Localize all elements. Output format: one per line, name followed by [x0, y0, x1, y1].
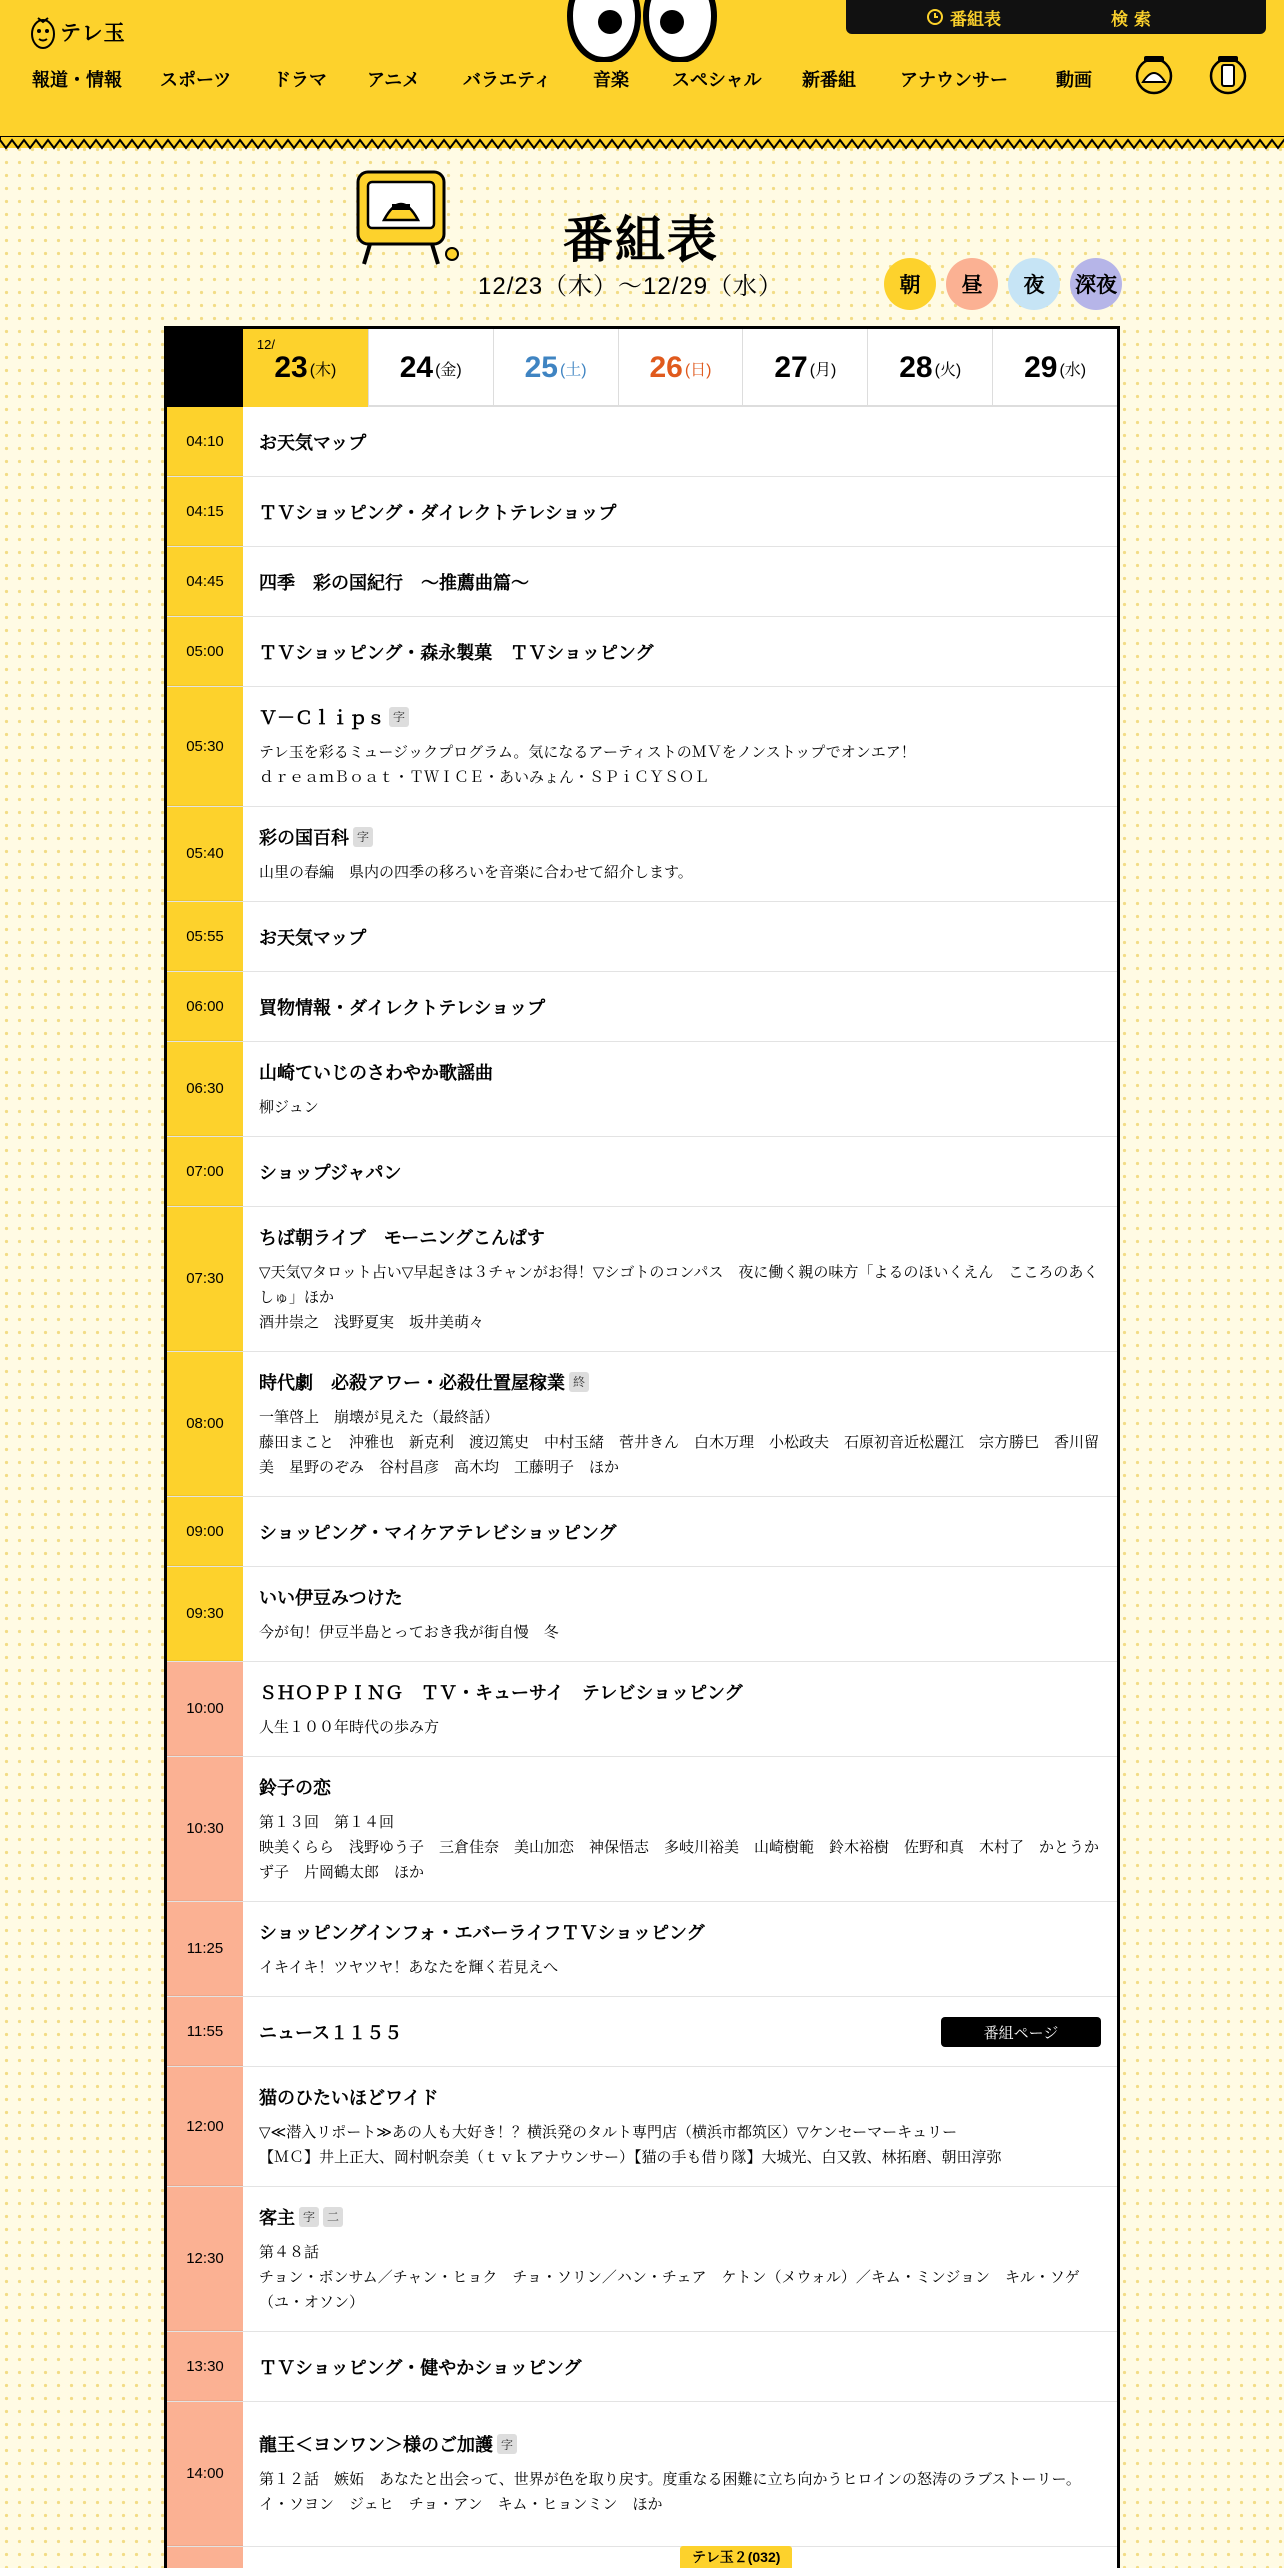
- description-line: テレ玉を彩るミュージックプログラム。気になるアーティストのＭＶをノンストップでオンエア！: [259, 743, 916, 761]
- program-time: 05:30: [167, 687, 243, 806]
- header-zigzag-edge: [0, 136, 1284, 150]
- program-description: [259, 2240, 1101, 2315]
- program-badge: 字: [389, 707, 409, 727]
- program-description: [259, 860, 1101, 885]
- program-time: 11:25: [167, 1902, 243, 1996]
- program-title-text: 猫のひたいほどワイド: [259, 2087, 439, 2108]
- program-row[interactable]: [167, 2067, 1117, 2187]
- day-tab-29[interactable]: [992, 329, 1117, 407]
- program-time: 05:55: [167, 902, 243, 971]
- program-info: [243, 407, 1117, 476]
- tod-morning-button[interactable]: 朝: [884, 258, 936, 310]
- day-number: 25: [524, 351, 558, 384]
- program-description: [259, 1955, 1101, 1980]
- day-tabs: [167, 329, 1117, 407]
- day-weekday: (土): [559, 361, 587, 379]
- day-weekday: (水): [1059, 361, 1087, 379]
- program-title-text: ＳＨＯＰＰＩＮＧ ＴＶ・キューサイ テレビショッピング: [259, 1682, 743, 1703]
- program-time: 04:45: [167, 547, 243, 616]
- program-title-text: ニュース１１５５: [259, 2022, 403, 2043]
- day-month: 12/: [256, 337, 275, 352]
- program-row[interactable]: [167, 1662, 1117, 1757]
- day-tab-26[interactable]: [618, 329, 743, 407]
- program-time: 06:30: [167, 1042, 243, 1136]
- program-time: 06:00: [167, 972, 243, 1041]
- program-info: [243, 1497, 1117, 1566]
- program-time: 12:00: [167, 2067, 243, 2186]
- program-info: [243, 2332, 1117, 2401]
- program-title-text: ＴＶショッピング・健やかショッピング: [259, 2357, 582, 2378]
- program-time: 10:30: [167, 1757, 243, 1901]
- program-description: [259, 1715, 1101, 1740]
- tod-late-night-button[interactable]: 深夜: [1070, 258, 1122, 310]
- program-title[interactable]: [259, 1679, 1101, 1705]
- program-row[interactable]: [167, 1497, 1117, 1567]
- day-weekday: (火): [934, 361, 962, 379]
- tv-mascot-icon: [352, 168, 460, 268]
- nav-drama[interactable]: ドラマ: [273, 70, 327, 90]
- description-line: ▽≪潜入リポート≫あの人も大好き！？横浜発のタルト専門店（横浜市都筑区）▽ケンセーマーキュリー: [259, 2123, 958, 2141]
- program-row[interactable]: [167, 687, 1117, 807]
- program-badge: 字: [353, 827, 373, 847]
- program-info: [243, 1567, 1117, 1661]
- program-description: [259, 1810, 1101, 1885]
- program-info: [243, 1662, 1117, 1756]
- program-info: [243, 1352, 1117, 1496]
- nav-news[interactable]: 報道・情報: [32, 70, 122, 90]
- corner-cell: [167, 329, 243, 407]
- program-title-text: 買物情報・ダイレクトテレショップ: [259, 997, 546, 1018]
- program-time: 07:00: [167, 1137, 243, 1206]
- program-row[interactable]: [167, 807, 1117, 902]
- tv-dome-icon[interactable]: [1134, 52, 1174, 96]
- program-info: [243, 547, 1117, 616]
- program-title-text: 山崎ていじのさわやか歌謡曲: [259, 1062, 493, 1083]
- program-row[interactable]: [167, 1137, 1117, 1207]
- program-title[interactable]: [259, 1519, 1101, 1545]
- nav-sports[interactable]: スポーツ: [160, 70, 232, 90]
- program-info: [243, 972, 1117, 1041]
- program-title[interactable]: [259, 1159, 1101, 1185]
- day-number: 23: [274, 351, 308, 384]
- program-row[interactable]: [167, 407, 1117, 477]
- program-title[interactable]: [259, 824, 1101, 850]
- eyes-icon: [566, 0, 718, 62]
- program-title-text: ショップジャパン: [259, 1162, 402, 1183]
- program-title-text: ＴＶショッピング・ダイレクトテレショップ: [259, 502, 617, 523]
- schedule-link-label: 番組表: [950, 9, 1001, 29]
- logo-text: テレ玉: [60, 22, 126, 45]
- program-row[interactable]: [167, 902, 1117, 972]
- program-row[interactable]: [167, 1757, 1117, 1902]
- nav-new-programs[interactable]: 新番組: [802, 70, 856, 90]
- program-info: [243, 617, 1117, 686]
- program-time: 04:10: [167, 407, 243, 476]
- tod-night-button[interactable]: 夜: [1008, 258, 1060, 310]
- day-number: 29: [1024, 351, 1058, 384]
- site-header: [0, 0, 1284, 148]
- program-title-text: ショッピングインフォ・エバーライフＴＶショッピング: [259, 1922, 705, 1943]
- program-title-text: Ｖ－Ｃｌｉｐｓ: [259, 707, 385, 728]
- nav-special[interactable]: スペシャル: [672, 70, 762, 90]
- description-line: 第１３回 第１４回: [259, 1813, 395, 1831]
- program-info: [243, 902, 1117, 971]
- description-line: 【ＭＣ】井上正大、岡村帆奈美（ｔｖｋアナウンサー）【猫の手も借り隊】大城光、白又敦、林拓磨、朝田淳弥: [259, 2148, 1002, 2166]
- program-title-text: 客主: [259, 2207, 295, 2228]
- program-title[interactable]: [259, 2431, 1101, 2457]
- description-line: 今が旬！伊豆半島とっておき我が街自慢 冬: [259, 1623, 559, 1641]
- program-time: 11:55: [167, 1997, 243, 2066]
- program-time: 09:00: [167, 1497, 243, 1566]
- program-time: 09:30: [167, 1567, 243, 1661]
- program-time: 14:00: [167, 2402, 243, 2546]
- site-logo[interactable]: [30, 14, 126, 50]
- nav-music[interactable]: 音楽: [593, 70, 629, 90]
- program-row[interactable]: [167, 1352, 1117, 1497]
- description-line: イキイキ！ツヤツヤ！あなたを輝く若見えへ: [259, 1958, 559, 1976]
- program-title[interactable]: [259, 994, 1101, 1020]
- day-number: 27: [774, 351, 808, 384]
- program-row[interactable]: [167, 1902, 1117, 1997]
- program-row[interactable]: [167, 2402, 1117, 2547]
- program-title-text: お天気マップ: [259, 432, 367, 453]
- program-info: [243, 1902, 1117, 1996]
- program-description: [259, 1095, 1101, 1120]
- program-time: 05:40: [167, 807, 243, 901]
- program-info: [243, 1042, 1117, 1136]
- program-description: [259, 1620, 1101, 1645]
- program-title[interactable]: [259, 1584, 1101, 1610]
- program-badge: 二: [323, 2207, 343, 2227]
- program-list: [167, 407, 1117, 2568]
- day-number: 28: [899, 351, 933, 384]
- program-title-text: 四季 彩の国紀行 ～推薦曲篇～: [259, 572, 529, 593]
- program-row[interactable]: [167, 2547, 1117, 2568]
- program-title[interactable]: [259, 569, 1101, 595]
- program-row[interactable]: [167, 547, 1117, 617]
- program-info: [243, 2187, 1117, 2331]
- clock-icon: [926, 8, 944, 26]
- program-title-text: 時代劇 必殺アワー・必殺仕置屋稼業: [259, 1372, 565, 1393]
- description-line: 人生１００年時代の歩み方: [259, 1718, 440, 1736]
- program-title[interactable]: [259, 639, 1101, 665]
- program-time: 05:00: [167, 617, 243, 686]
- day-weekday: (金): [435, 361, 462, 379]
- program-time: 13:30: [167, 2332, 243, 2401]
- schedule-link[interactable]: [926, 5, 1001, 30]
- day-number: 24: [399, 351, 434, 384]
- page-title: 番組表: [563, 212, 719, 268]
- nav-announcers[interactable]: アナウンサー: [900, 70, 1008, 90]
- day-tab-28[interactable]: [867, 329, 992, 407]
- description-line: 藤田まこと 沖雅也 新克利 渡辺篤史 中村玉緒 菅井きん 白木万理 小松政夫 石原初音近松麗江 宗方勝巳 香川留美 星野のぞみ 谷村昌彦 高木均 工藤明子 ほか: [259, 1433, 1100, 1476]
- description-line: 一筆啓上 崩壊が見えた（最終話）: [259, 1408, 500, 1426]
- program-info: [243, 2402, 1117, 2546]
- description-line: チョン・ボンサム／チャン・ヒョク チョ・ソリン／ハン・チェア ケトン（メウォル）／キム・ミンジョン キル・ソゲ（ユ・オソン）: [259, 2268, 1080, 2311]
- day-weekday: (日): [684, 361, 712, 379]
- program-title-text: ショッピング・マイケアテレビショッピング: [259, 1522, 617, 1543]
- program-row[interactable]: [167, 2187, 1117, 2332]
- nav-anime[interactable]: アニメ: [367, 70, 421, 90]
- description-line: 第４８話: [259, 2243, 320, 2261]
- program-description: [259, 1260, 1101, 1335]
- date-range: 12/23（木）〜12/29（水）: [478, 273, 784, 300]
- description-line: ▽天気▽タロット占い▽早起きは３チャンがお得！▽シゴトのコンパス 夜に働く親の味方「よるのほいくえん こころのあくしゅ」ほか: [259, 1263, 1099, 1306]
- program-row[interactable]: [167, 2332, 1117, 2402]
- description-line: 映美くらら 浅野ゆう子 三倉佳奈 美山加恋 神保悟志 多岐川裕美 山崎樹範 鈴木裕樹 佐野和真 木村了 かとうかず子 片岡鶴太郎 ほか: [259, 1838, 1100, 1881]
- program-time: [167, 2547, 243, 2568]
- day-tab-25[interactable]: [493, 329, 618, 407]
- day-tab-24[interactable]: [368, 329, 493, 407]
- program-title[interactable]: [259, 924, 1101, 950]
- program-description: [259, 2120, 1101, 2170]
- program-title-text: 龍王＜ヨンワン＞様のご加護: [259, 2435, 493, 2455]
- program-time: 12:30: [167, 2187, 243, 2331]
- program-title[interactable]: [259, 704, 1101, 730]
- description-line: 柳ジュン: [259, 1098, 319, 1116]
- tod-noon-button[interactable]: 昼: [946, 258, 998, 310]
- program-badge: 終: [569, 1372, 589, 1392]
- program-title-text: ＴＶショッピング・森永製菓 ＴＶショッピング: [259, 642, 654, 663]
- program-row[interactable]: [167, 617, 1117, 687]
- channel-tag[interactable]: テレ玉２(032): [680, 2546, 792, 2568]
- description-line: ｄｒｅａｍＢｏａｔ・ＴＷＩＣＥ・あいみょん・ＳＰｉＣＹＳＯＬ: [259, 768, 710, 786]
- program-title-text: ちば朝ライブ モーニングこんぱす: [259, 1227, 545, 1248]
- program-title-text: お天気マップ: [259, 927, 367, 948]
- program-time: 04:15: [167, 477, 243, 546]
- day-number: 26: [649, 351, 683, 384]
- program-badge: 字: [299, 2207, 319, 2227]
- program-description: [259, 1405, 1101, 1480]
- program-info: [243, 1207, 1117, 1351]
- description-line: 酒井崇之 浅野夏実 坂井美萌々: [259, 1313, 485, 1331]
- program-row[interactable]: [167, 1997, 1117, 2067]
- program-title-text: 彩の国百科: [259, 827, 349, 848]
- main-nav: [0, 66, 1284, 96]
- search-link[interactable]: 検索: [1111, 9, 1157, 29]
- program-title[interactable]: [259, 1919, 1101, 1945]
- program-title[interactable]: [259, 499, 1101, 525]
- program-badge: 字: [497, 2434, 517, 2454]
- program-title[interactable]: [259, 2084, 1101, 2110]
- program-row[interactable]: [167, 1207, 1117, 1352]
- day-weekday: (月): [809, 361, 837, 379]
- program-title[interactable]: [259, 2204, 1101, 2230]
- program-title[interactable]: [259, 1059, 1101, 1085]
- program-info: [243, 807, 1117, 901]
- program-row[interactable]: [167, 477, 1117, 547]
- description-line: 山里の春編 県内の四季の移ろいを音楽に合わせて紹介します。: [259, 863, 693, 881]
- description-line: イ・ソヨン ジェヒ チョ・アン キム・ヒョンミン ほか: [259, 2496, 663, 2513]
- day-tab-23[interactable]: [243, 329, 368, 407]
- nav-videos[interactable]: 動画: [1056, 70, 1092, 90]
- program-title[interactable]: [259, 1369, 1101, 1395]
- program-title-text: いい伊豆みつけた: [259, 1587, 403, 1608]
- program-info: [243, 477, 1117, 546]
- program-description: [259, 2467, 1101, 2517]
- day-tab-27[interactable]: [742, 329, 867, 407]
- day-weekday: (木): [309, 361, 337, 379]
- program-info: [243, 2067, 1117, 2186]
- program-info: [243, 687, 1117, 806]
- program-title[interactable]: [259, 2354, 1101, 2380]
- program-title[interactable]: [259, 1774, 1101, 1800]
- program-row[interactable]: [167, 1567, 1117, 1662]
- program-info: [243, 1137, 1117, 1206]
- tamatan-mascot-icon: [30, 14, 56, 50]
- program-title[interactable]: [259, 429, 1101, 455]
- program-info: [243, 1757, 1117, 1901]
- program-description: [259, 740, 1101, 790]
- nav-variety[interactable]: バラエティ: [463, 70, 552, 90]
- phone-icon[interactable]: [1208, 52, 1248, 96]
- description-line: 第１２話 嫉妬 あなたと出会って、世界が色を取り戻す。度重なる困難に立ち向かうヒロインの怒涛のラブストーリー。: [259, 2471, 1081, 2488]
- program-page-button[interactable]: 番組ページ: [941, 2017, 1101, 2047]
- top-utility-bar: [846, 0, 1266, 34]
- program-time: 08:00: [167, 1352, 243, 1496]
- program-time: 07:30: [167, 1207, 243, 1351]
- program-row[interactable]: [167, 972, 1117, 1042]
- program-schedule: [164, 326, 1120, 2568]
- program-time: 10:00: [167, 1662, 243, 1756]
- program-title-text: 鈴子の恋: [259, 1777, 331, 1798]
- program-title[interactable]: [259, 1224, 1101, 1250]
- program-row[interactable]: [167, 1042, 1117, 1137]
